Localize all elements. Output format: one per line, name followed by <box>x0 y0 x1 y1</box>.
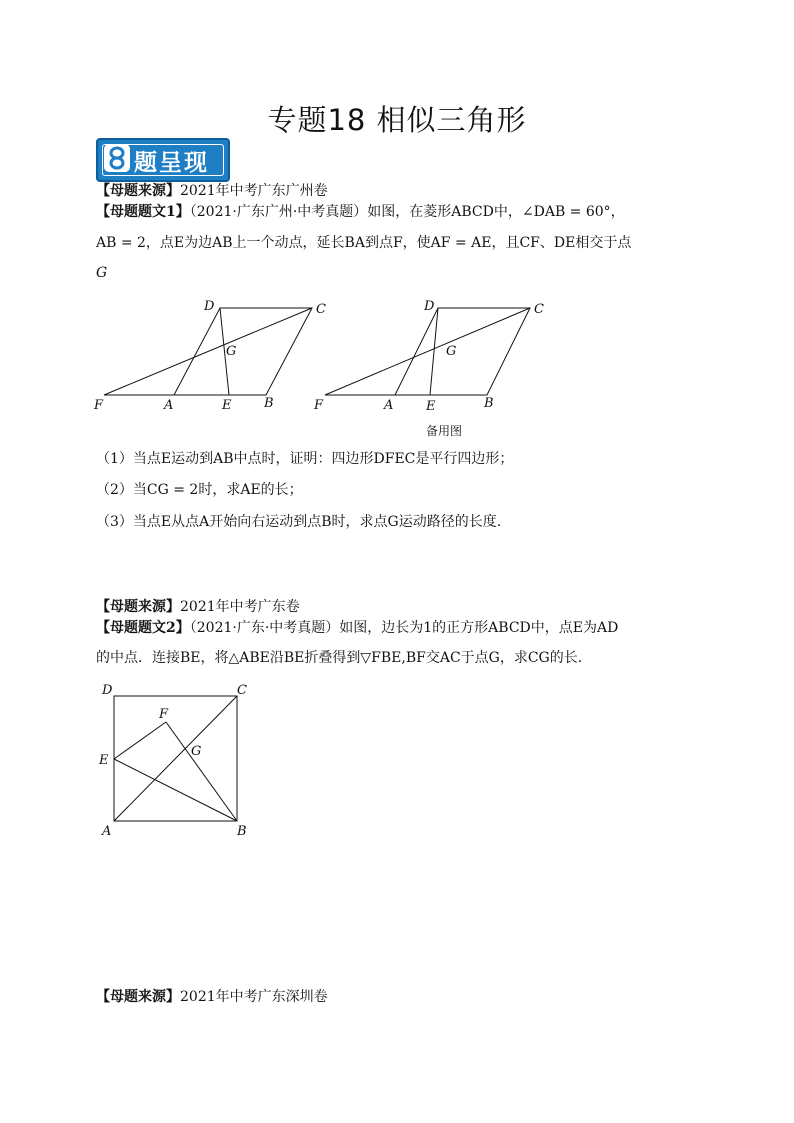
q1-source <box>96 182 328 200</box>
source-tag: 【母题来源】 <box>96 183 180 199</box>
label-c: C <box>237 683 247 698</box>
segment-ef <box>114 722 166 759</box>
q1-figures <box>90 295 560 445</box>
q1-part-3: （3）当点E从点A开始向右运动到点B时，求点G运动路径的长度. <box>96 514 502 530</box>
q1-statement-line1 <box>96 203 625 221</box>
source-text: 2021年中考广东广州卷 <box>180 183 328 199</box>
label-e: E <box>222 398 232 413</box>
q1-statement-line3: G <box>96 265 108 281</box>
label-b: B <box>237 824 247 839</box>
badge-label: 题呈现 <box>134 150 209 176</box>
rhombus-abcd <box>174 308 312 395</box>
page-title: 专题18 相似三角形 <box>267 103 527 137</box>
label-f-alt: F <box>314 398 324 413</box>
figure-caption: 备用图 <box>426 424 463 438</box>
q2-statement-line1 <box>96 619 618 637</box>
label-a: A <box>102 824 112 839</box>
segment-be <box>114 759 237 821</box>
q1-part-2: （2）当CG = 2时，求AE的长； <box>96 482 303 498</box>
label-f: F <box>94 398 104 413</box>
label-f: F <box>159 707 169 722</box>
segment-fc-alt <box>325 308 530 395</box>
q1-figure-alt <box>325 308 530 395</box>
rhombus-abcd-alt <box>395 308 530 395</box>
label-d: D <box>204 299 215 314</box>
label-c-alt: C <box>534 302 544 317</box>
q1-statement-line2: AB = 2，点E为边AB上一个动点，延长BA到点F，使AF = AE，且CF、DE相交于点 <box>96 235 632 251</box>
section-badge <box>96 138 230 182</box>
question-tag: 【母题题文1】 <box>96 204 190 220</box>
label-g-alt: G <box>446 344 457 359</box>
question-text: （2021·广东广州·中考真题）如图，在菱形ABCD中，∠DAB = 60°， <box>189 204 625 220</box>
source-text: 2021年中考广东深圳卷 <box>180 989 328 1005</box>
q3-source <box>96 988 328 1006</box>
q2-source <box>96 598 300 616</box>
label-g: G <box>226 344 237 359</box>
label-e-alt: E <box>426 399 436 414</box>
q2-statement-line2: 的中点．连接BE，将△ABE沿BE折叠得到▽FBE,BF交AC于点G，求CG的长. <box>96 650 583 666</box>
q1-part-1: （1）当点E运动到AB中点时，证明：四边形DFEC是平行四边形； <box>96 451 514 467</box>
segment-fc <box>104 308 312 395</box>
label-d: D <box>102 683 113 698</box>
label-b-alt: B <box>484 396 494 411</box>
source-tag: 【母题来源】 <box>96 989 180 1005</box>
label-c: C <box>316 302 326 317</box>
label-g: G <box>191 744 202 759</box>
source-text: 2021年中考广东卷 <box>180 599 300 615</box>
label-a-alt: A <box>384 398 394 413</box>
q1-figure-main <box>104 308 312 395</box>
label-a: A <box>164 398 174 413</box>
q2-figure <box>96 680 266 840</box>
question-text: （2021·广东·中考真题）如图，边长为1的正方形ABCD中，点E为AD <box>189 620 619 636</box>
infinity-icon <box>104 144 130 172</box>
diagonal-ac <box>114 696 237 821</box>
label-d-alt: D <box>424 299 435 314</box>
label-b: B <box>264 396 274 411</box>
label-e: E <box>99 753 109 768</box>
segment-bf <box>166 722 237 821</box>
source-tag: 【母题来源】 <box>96 599 180 615</box>
question-tag: 【母题题文2】 <box>96 620 190 636</box>
